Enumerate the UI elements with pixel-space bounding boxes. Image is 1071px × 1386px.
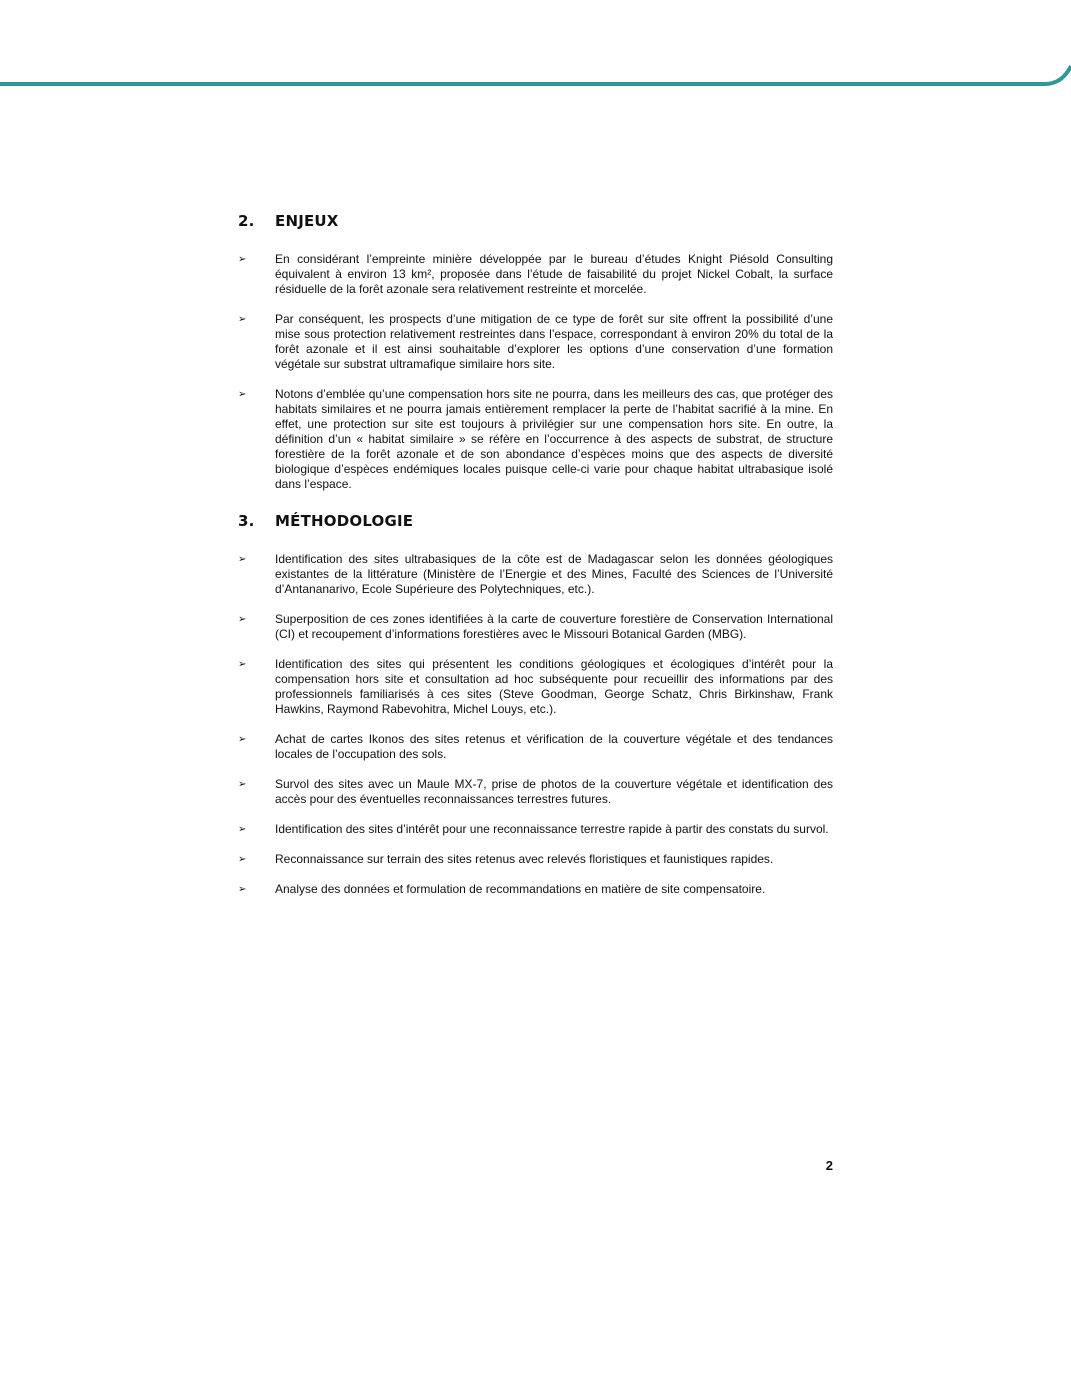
page-number: 2 <box>825 1158 833 1173</box>
section-title: ENJEUX <box>275 212 339 230</box>
list-item: ➢ En considérant l’empreinte minière développée par le bureau d’études Knight Piésold Consulting équivalent à environ 13 km², proposée dans l’étude de faisabilité du projet Nickel Cobalt, la surface résiduelle de la forêt azonale sera relativement restreinte et morcelée. <box>238 252 833 296</box>
arrow-bullet-icon: ➢ <box>238 884 247 895</box>
list-item: ➢ Superposition de ces zones identifiées à la carte de couverture forestière de Conservation International (CI) et recoupement d’informations forestières avec le Missouri Botanical Garden (MBG). <box>238 612 833 641</box>
arrow-bullet-icon: ➢ <box>238 854 247 865</box>
header-curve <box>0 66 1071 84</box>
list-item: ➢ Reconnaissance sur terrain des sites retenus avec relevés floristiques et faunistiques rapides. <box>238 852 774 866</box>
list-item: ➢ Identification des sites d’intérêt pour une reconnaissance terrestre rapide à partir des constats du survol. <box>238 822 829 836</box>
bullet-list <box>238 252 833 492</box>
list-item: ➢ Analyse des données et formulation de recommandations en matière de site compensatoire. <box>238 882 766 896</box>
list-item: ➢ Notons d’emblée qu’une compensation hors site ne pourra, dans les meilleurs des cas, que protéger des habitats similaires et ne pourra jamais entièrement remplacer la perte de l’habitat sacrifié à la mine. En effet, une protection sur site est toujours à privilégier sur une compensation hors site. En outre, la définition d’un « habitat similaire » se réfère en l’occurrence à des aspects de substrat, de structure forestière de la forêt azonale et de son abondance d’espèces moins que des aspects de diversité biologique d’espèces endémiques locales puisque celle-ci varie pour chaque habitat ultrabasique isolé dans l’espace. <box>238 387 833 491</box>
arrow-bullet-icon: ➢ <box>238 314 247 325</box>
arrow-bullet-icon: ➢ <box>238 824 247 835</box>
list-item: ➢ Par conséquent, les prospects d’une mitigation de ce type de forêt sur site offrent la possibilité d’une mise sous protection relativement restreintes dans l’espace, correspondant à environ 20% du total de la forêt azonale et il est ainsi souhaitable d’explorer les options d’une conservation d’une formation végétale sur substrat ultramafique similaire hors site. <box>238 312 833 371</box>
section-heading <box>238 512 833 530</box>
header-decorative-line <box>0 56 1071 96</box>
list-item: ➢ Identification des sites qui présentent les conditions géologiques et écologiques d’intérêt pour la compensation hors site et consultation ad hoc subséquente pour recueillir des informations par des professionnels familiarisés à ces sites (Steve Goodman, George Schatz, Chris Birkinshaw, Frank Hawkins, Raymond Rabevohitra, Michel Louys, etc.). <box>238 657 833 716</box>
bullet-list <box>238 552 833 897</box>
arrow-bullet-icon: ➢ <box>238 614 247 625</box>
list-item: ➢ Identification des sites ultrabasiques de la côte est de Madagascar selon les données géologiques existantes de la littérature (Ministère de l’Energie et des Mines, Faculté des Sciences de l’Université d’Antananarivo, Ecole Supérieure des Polytechniques, etc.). <box>238 552 833 596</box>
arrow-bullet-icon: ➢ <box>238 254 247 265</box>
arrow-bullet-icon: ➢ <box>238 659 247 670</box>
section-methodologie <box>238 512 833 897</box>
list-item: ➢ Achat de cartes Ikonos des sites retenus et vérification de la couverture végétale et des tendances locales de l’occupation des sols. <box>238 732 833 761</box>
document-body <box>238 212 833 912</box>
arrow-bullet-icon: ➢ <box>238 734 247 745</box>
section-heading <box>238 212 833 230</box>
section-number: 2. <box>238 212 255 230</box>
section-number: 3. <box>238 512 255 530</box>
list-item: ➢ Survol des sites avec un Maule MX-7, prise de photos de la couverture végétale et identification des accès pour des éventuelles reconnaissances terrestres futures. <box>238 777 833 806</box>
section-enjeux <box>238 212 833 492</box>
section-title: MÉTHODOLOGIE <box>275 512 414 530</box>
arrow-bullet-icon: ➢ <box>238 554 247 565</box>
arrow-bullet-icon: ➢ <box>238 779 247 790</box>
arrow-bullet-icon: ➢ <box>238 389 247 400</box>
